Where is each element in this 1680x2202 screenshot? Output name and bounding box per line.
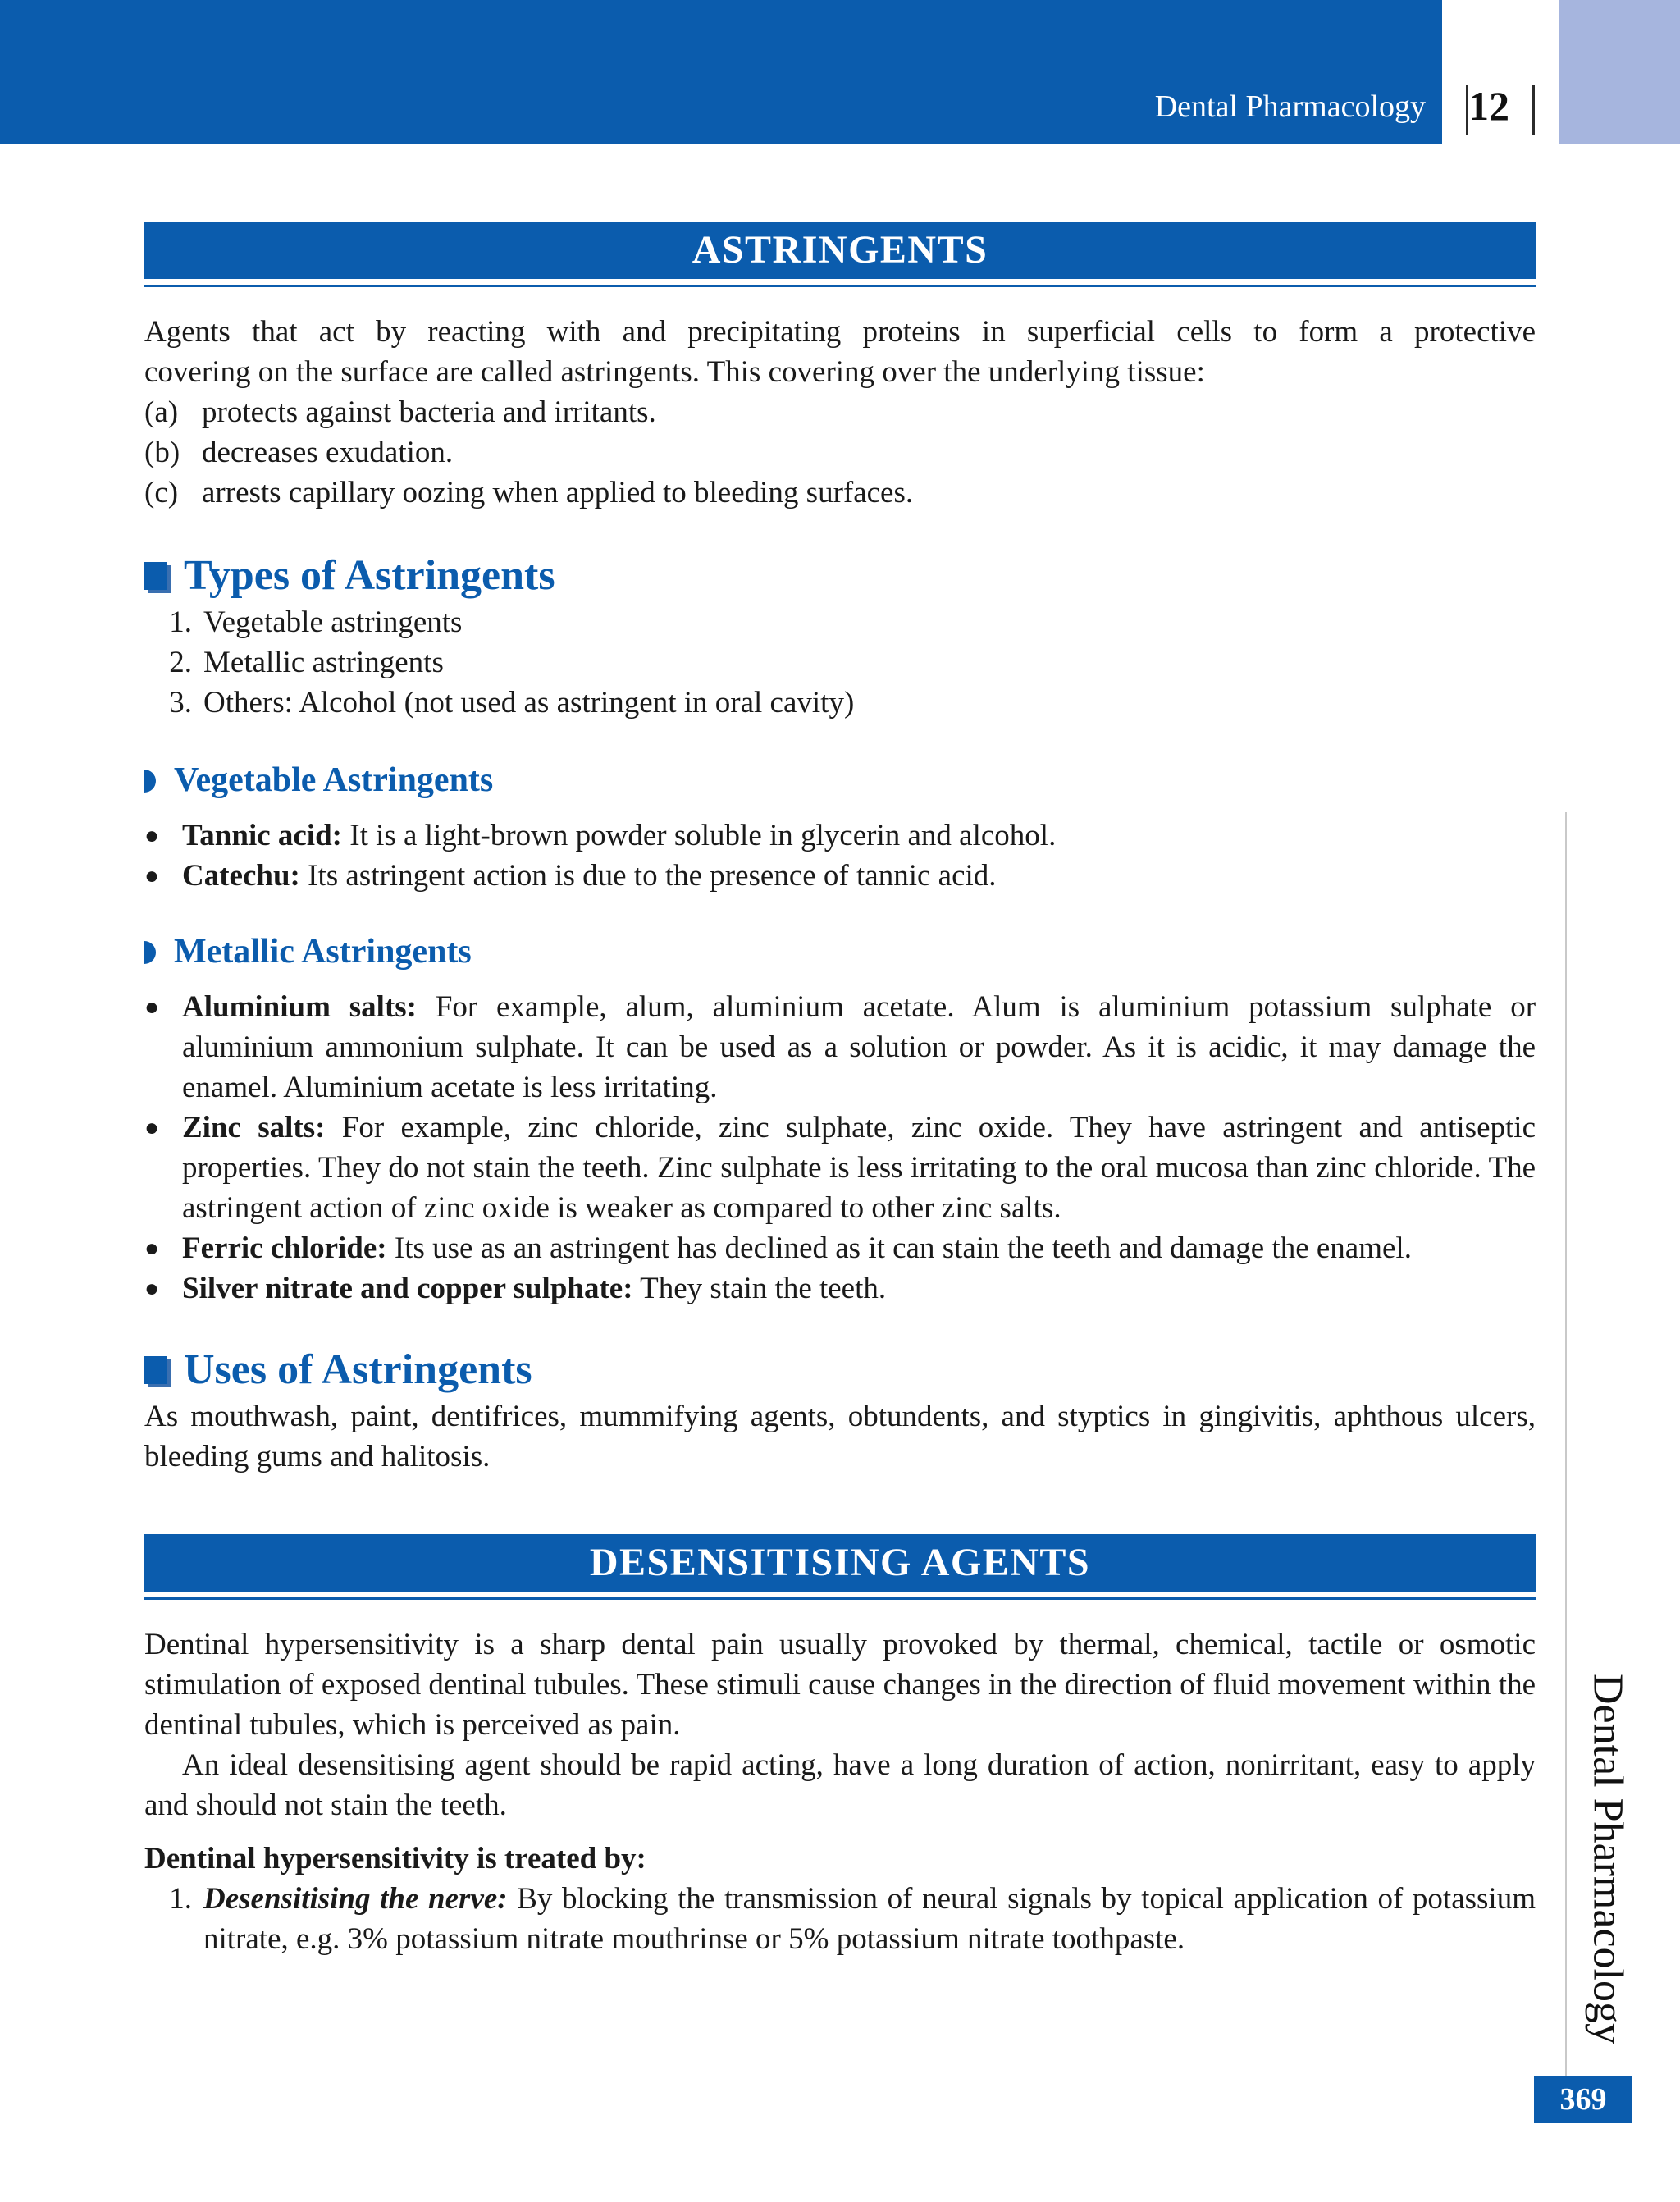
treatments-list xyxy=(144,1879,1536,1959)
types-list xyxy=(144,602,1536,723)
vegetable-heading: Vegetable Astringents xyxy=(144,761,1536,801)
bullet-icon: ● xyxy=(144,1114,160,1141)
types-heading: Types of Astringents xyxy=(144,555,1536,596)
list-item: (b) decreases exudation. xyxy=(144,436,454,469)
side-rule xyxy=(1565,812,1567,2092)
list-item: (a) protects against bacteria and irritants. xyxy=(144,395,656,429)
uses-text: As mouthwash, paint, dentifrices, mummifying agents, obtundents, and styptics in gingivitis, aphthous ulcers, bleeding gums and halitosis. xyxy=(144,1400,1536,1473)
astringents-banner-wrap xyxy=(144,222,1536,287)
half-circle-bullet-icon xyxy=(144,770,156,793)
page-number: 369 xyxy=(1534,2076,1632,2123)
half-circle-bullet-icon xyxy=(144,941,156,964)
bullet-icon: ● xyxy=(144,862,160,889)
list-item: 3. Others: Alcohol (not used as astringent in oral cavity) xyxy=(169,686,855,720)
desensitising-banner-wrap xyxy=(144,1534,1536,1600)
list-item: ● Aluminium salts: For example, alum, aluminium acetate. Alum is aluminium potassium sulphate or aluminium ammonium sulphate. It can be used as a solution or powder. As it is acidic, it may damage the enamel. Aluminium acetate is less irritating. xyxy=(144,987,1536,1108)
bullet-icon: ● xyxy=(144,994,160,1021)
vegetable-list xyxy=(144,815,1536,896)
metallic-list xyxy=(144,987,1536,1309)
page-content xyxy=(144,222,1536,1959)
list-item: ● Ferric chloride: Its use as an astringent has declined as it can stain the teeth and damage the enamel. xyxy=(144,1228,1536,1268)
astringents-intro-line1: Agents that act by reacting with and precipitating proteins in superficial cells to form a protective xyxy=(144,315,1536,349)
bullet-icon: ● xyxy=(144,1235,160,1262)
list-item: ● Catechu: Its astringent action is due to the presence of tannic acid. xyxy=(144,856,1536,896)
list-item: (c) arrests capillary oozing when applied to bleeding surfaces. xyxy=(144,476,914,509)
astringent-effects-list xyxy=(144,392,1536,513)
metallic-heading: Metallic Astringents xyxy=(144,932,1536,972)
square-bullet-icon xyxy=(144,562,167,590)
bullet-icon: ● xyxy=(144,822,160,849)
desensitising-para2: An ideal desensitising agent should be rapid acting, have a long duration of action, nonirritant, easy to apply and should not stain the teeth. xyxy=(144,1748,1536,1822)
list-item: ● Zinc salts: For example, zinc chloride, zinc sulphate, zinc oxide. They have astringent and antiseptic properties. They do not stain the teeth. Zinc sulphate is less irritating to the oral mucosa than zinc chloride. The astringent action of zinc oxide is weaker as compared to other zinc salts. xyxy=(144,1108,1536,1228)
side-section-label: Dental Pharmacology xyxy=(1584,1674,1632,2044)
list-item: 1. Vegetable astringents xyxy=(169,605,463,639)
list-item: ● Tannic acid: It is a light-brown powder soluble in glycerin and alcohol. xyxy=(144,815,1536,856)
header-tab xyxy=(1559,0,1680,144)
desensitising-banner: DESENSITISING AGENTS xyxy=(144,1534,1536,1592)
uses-heading: Uses of Astringents xyxy=(144,1350,1536,1390)
desensitising-para1: Dentinal hypersensitivity is a sharp dental pain usually provoked by thermal, chemical, tactile or osmotic stimulation of exposed dentinal tubules. These stimuli cause changes in the direction of fluid movement within the dentinal tubules, which is perceived as pain. xyxy=(144,1628,1536,1742)
astringents-intro-line2: covering on the surface are called astringents. This covering over the underlying tissue: xyxy=(144,355,1205,389)
list-item: 1. Desensitising the nerve: By blocking the transmission of neural signals by topical application of potassium nitrate, e.g. 3% potassium nitrate mouthrinse or 5% potassium nitrate toothpaste. xyxy=(169,1882,1536,1956)
chapter-divider-right xyxy=(1532,85,1535,135)
list-item: ● Silver nitrate and copper sulphate: They stain the teeth. xyxy=(144,1268,1536,1309)
astringents-banner: ASTRINGENTS xyxy=(144,222,1536,279)
treated-heading: Dentinal hypersensitivity is treated by: xyxy=(144,1842,646,1875)
square-bullet-icon xyxy=(144,1356,167,1384)
chapter-number: 12 xyxy=(1468,83,1509,129)
bullet-icon: ● xyxy=(144,1275,160,1302)
list-item: 2. Metallic astringents xyxy=(169,646,444,679)
running-head: Dental Pharmacology xyxy=(1154,89,1426,124)
